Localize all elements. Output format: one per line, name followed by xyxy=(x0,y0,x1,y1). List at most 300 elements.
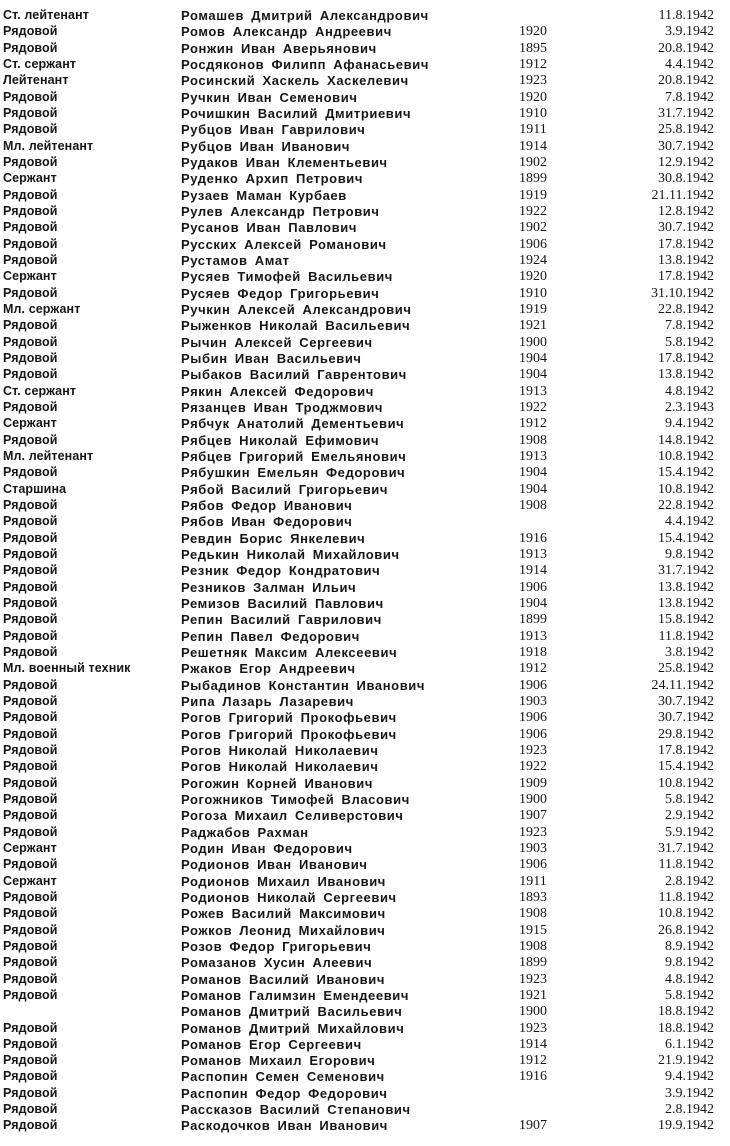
date-cell: 2.9.1942 xyxy=(665,808,714,824)
rank-cell: Рядовой xyxy=(3,1069,58,1084)
list-row xyxy=(0,334,730,351)
date-cell: 18.8.1942 xyxy=(658,1020,714,1036)
date-cell: 9.4.1942 xyxy=(665,1069,714,1085)
full-name-cell: Рогов Николай Николаевич xyxy=(181,742,379,758)
birth-year-cell: 1916 xyxy=(519,1069,547,1085)
birth-year-cell: 1895 xyxy=(519,40,547,56)
rank-cell: Рядовой xyxy=(3,889,58,904)
birth-year-cell: 1923 xyxy=(519,742,547,758)
date-cell: 24.11.1942 xyxy=(651,677,714,693)
date-cell: 20.8.1942 xyxy=(658,40,714,56)
rank-cell: Рядовой xyxy=(3,399,58,414)
list-row xyxy=(0,366,730,383)
full-name-cell: Распопин Семен Семенович xyxy=(181,1069,385,1085)
list-row xyxy=(0,7,730,24)
birth-year-cell: 1908 xyxy=(519,938,547,954)
birth-year-cell: 1906 xyxy=(519,726,547,742)
list-row xyxy=(0,170,730,187)
full-name-cell: Раскодочков Иван Иванович xyxy=(181,1118,388,1134)
full-name-cell: Рябой Василий Григорьевич xyxy=(181,481,389,497)
birth-year-cell: 1911 xyxy=(519,122,547,138)
rank-cell: Рядовой xyxy=(3,465,58,480)
rank-cell: Рядовой xyxy=(3,220,58,235)
list-row xyxy=(0,562,730,579)
list-row xyxy=(0,415,730,432)
full-name-cell: Рустамов Амат xyxy=(181,252,290,268)
full-name-cell: Родионов Николай Сергеевич xyxy=(181,889,397,905)
full-name-cell: Романов Галимзин Емендеевич xyxy=(181,987,410,1003)
birth-year-cell: 1908 xyxy=(519,906,547,922)
list-row xyxy=(0,954,730,971)
full-name-cell: Рыбаков Василий Гаврентович xyxy=(181,367,407,383)
list-row xyxy=(0,726,730,743)
list-row xyxy=(0,89,730,106)
birth-year-cell: 1904 xyxy=(519,595,547,611)
full-name-cell: Рябцев Николай Ефимович xyxy=(181,432,380,448)
birth-year-cell: 1922 xyxy=(519,759,547,775)
list-row xyxy=(0,775,730,792)
date-cell: 15.4.1942 xyxy=(658,530,714,546)
birth-year-cell: 1906 xyxy=(519,236,547,252)
birth-year-cell: 1912 xyxy=(519,1053,547,1069)
birth-year-cell: 1913 xyxy=(519,546,547,562)
full-name-cell: Раджабов Рахман xyxy=(181,824,309,840)
full-name-cell: Росдяконов Филипп Афанасьевич xyxy=(181,57,429,72)
birth-year-cell: 1914 xyxy=(519,1036,547,1052)
full-name-cell: Рыбадинов Константин Иванович xyxy=(181,677,426,693)
rank-cell: Рядовой xyxy=(3,367,58,382)
full-name-cell: Репин Павел Федорович xyxy=(181,628,360,644)
rank-cell: Рядовой xyxy=(3,252,58,267)
date-cell: 9.8.1942 xyxy=(665,546,714,562)
list-row xyxy=(0,660,730,677)
date-cell: 4.4.1942 xyxy=(665,57,714,72)
list-row xyxy=(0,922,730,939)
full-name-cell: Романов Егор Сергеевич xyxy=(181,1036,362,1052)
date-cell: 5.9.1942 xyxy=(665,824,714,840)
date-cell: 4.4.1942 xyxy=(665,514,714,530)
full-name-cell: Рогов Григорий Прокофьевич xyxy=(181,726,397,742)
rank-cell: Рядовой xyxy=(3,628,58,643)
date-cell: 7.8.1942 xyxy=(665,318,714,334)
full-name-cell: Ромашев Дмитрий Александрович xyxy=(181,8,429,23)
full-name-cell: Рубцов Иван Иванович xyxy=(181,138,351,154)
birth-year-cell: 1899 xyxy=(519,955,547,971)
rank-cell: Ст. сержант xyxy=(3,383,77,398)
date-cell: 26.8.1942 xyxy=(658,922,714,938)
full-name-cell: Ромазанов Хусин Алеевич xyxy=(181,955,373,971)
full-name-cell: Рожков Леонид Михайлович xyxy=(181,922,386,938)
list-row xyxy=(0,758,730,775)
date-cell: 8.9.1942 xyxy=(665,938,714,954)
list-row xyxy=(0,350,730,367)
full-name-cell: Ремизов Василий Павлович xyxy=(181,595,384,611)
rank-cell: Рядовой xyxy=(3,808,58,823)
date-cell: 3.8.1942 xyxy=(665,644,714,660)
date-cell: 10.8.1942 xyxy=(658,906,714,922)
date-cell: 9.4.1942 xyxy=(665,416,714,432)
full-name-cell: Рузаев Маман Курбаев xyxy=(181,187,347,203)
list-row xyxy=(0,1117,730,1134)
full-name-cell: Родионов Иван Иванович xyxy=(181,857,368,873)
list-row xyxy=(0,546,730,563)
date-cell: 7.8.1942 xyxy=(665,89,714,105)
list-row xyxy=(0,611,730,628)
list-row xyxy=(0,138,730,155)
date-cell: 30.8.1942 xyxy=(658,171,714,187)
birth-year-cell: 1906 xyxy=(519,579,547,595)
date-cell: 22.8.1942 xyxy=(658,497,714,513)
rank-cell: Рядовой xyxy=(3,122,58,137)
birth-year-cell: 1916 xyxy=(519,530,547,546)
full-name-cell: Романов Михаил Егорович xyxy=(181,1053,376,1069)
full-name-cell: Рудаков Иван Клементьевич xyxy=(181,155,388,170)
list-row xyxy=(0,1085,730,1102)
list-row xyxy=(0,628,730,645)
rank-cell: Рядовой xyxy=(3,89,58,104)
rank-cell: Рядовой xyxy=(3,971,58,986)
date-cell: 3.9.1942 xyxy=(665,24,714,40)
list-row xyxy=(0,873,730,890)
list-row xyxy=(0,905,730,922)
date-cell: 10.8.1942 xyxy=(658,481,714,497)
birth-year-cell: 1906 xyxy=(519,710,547,726)
birth-year-cell: 1913 xyxy=(519,448,547,464)
full-name-cell: Резник Федор Кондратович xyxy=(181,563,381,579)
full-name-cell: Русяев Тимофей Васильевич xyxy=(181,269,393,285)
date-cell: 15.8.1942 xyxy=(658,612,714,628)
date-cell: 17.8.1942 xyxy=(658,236,714,252)
date-cell: 25.8.1942 xyxy=(658,661,714,677)
date-cell: 31.10.1942 xyxy=(651,285,714,301)
birth-year-cell: 1903 xyxy=(519,840,547,856)
rank-cell: Рядовой xyxy=(3,857,58,872)
full-name-cell: Рязанцев Иван Троджмович xyxy=(181,399,384,415)
rank-cell: Мл. лейтенант xyxy=(3,448,94,463)
list-row xyxy=(0,23,730,40)
date-cell: 31.7.1942 xyxy=(658,106,714,121)
date-cell: 15.4.1942 xyxy=(658,759,714,775)
list-row xyxy=(0,693,730,710)
full-name-cell: Рипа Лазарь Лазаревич xyxy=(181,693,354,709)
rank-cell: Рядовой xyxy=(3,563,58,578)
birth-year-cell: 1904 xyxy=(519,481,547,497)
birth-year-cell: 1923 xyxy=(519,824,547,840)
full-name-cell: Ржаков Егор Андреевич xyxy=(181,661,356,677)
date-cell: 12.8.1942 xyxy=(658,204,714,219)
date-cell: 17.8.1942 xyxy=(658,742,714,758)
list-row xyxy=(0,595,730,612)
list-row xyxy=(0,317,730,334)
date-cell: 3.9.1942 xyxy=(665,1085,714,1101)
birth-year-cell: 1904 xyxy=(519,350,547,366)
rank-cell: Рядовой xyxy=(3,546,58,561)
birth-year-cell: 1915 xyxy=(519,922,547,938)
list-row xyxy=(0,236,730,253)
full-name-cell: Рябов Иван Федорович xyxy=(181,514,353,530)
birth-year-cell: 1923 xyxy=(519,73,547,89)
date-cell: 5.8.1942 xyxy=(665,987,714,1003)
list-row xyxy=(0,448,730,465)
birth-year-cell: 1902 xyxy=(519,220,547,236)
full-name-cell: Русяев Федор Григорьевич xyxy=(181,285,380,301)
birth-year-cell: 1920 xyxy=(519,89,547,105)
rank-cell: Рядовой xyxy=(3,775,58,790)
list-row xyxy=(0,1020,730,1037)
full-name-cell: Романов Дмитрий Васильевич xyxy=(181,1004,403,1020)
rank-cell: Рядовой xyxy=(3,514,58,529)
date-cell: 31.7.1942 xyxy=(658,563,714,579)
date-cell: 19.9.1942 xyxy=(658,1118,714,1134)
rank-cell: Сержант xyxy=(3,269,57,284)
date-cell: 21.9.1942 xyxy=(658,1053,714,1069)
list-row xyxy=(0,56,730,73)
list-row xyxy=(0,285,730,302)
rank-cell: Рядовой xyxy=(3,318,58,333)
birth-year-cell: 1921 xyxy=(519,318,547,334)
birth-year-cell: 1912 xyxy=(519,57,547,72)
full-name-cell: Романов Дмитрий Михайлович xyxy=(181,1020,405,1036)
list-row xyxy=(0,1036,730,1053)
rank-cell: Старшина xyxy=(3,481,67,496)
rank-cell: Рядовой xyxy=(3,710,58,725)
list-row xyxy=(0,677,730,694)
birth-year-cell: 1910 xyxy=(519,106,547,121)
birth-year-cell: 1899 xyxy=(519,612,547,628)
list-row xyxy=(0,579,730,596)
rank-cell: Рядовой xyxy=(3,497,58,512)
birth-year-cell: 1904 xyxy=(519,367,547,383)
rank-cell: Мл. лейтенант xyxy=(3,138,94,153)
birth-year-cell: 1910 xyxy=(519,285,547,301)
rank-cell: Рядовой xyxy=(3,236,58,251)
rank-cell: Рядовой xyxy=(3,204,58,218)
date-cell: 4.8.1942 xyxy=(665,971,714,987)
full-name-cell: Родионов Михаил Иванович xyxy=(181,873,386,889)
date-cell: 22.8.1942 xyxy=(658,301,714,317)
birth-year-cell: 1906 xyxy=(519,677,547,693)
full-name-cell: Русанов Иван Павлович xyxy=(181,220,358,236)
date-cell: 2.8.1942 xyxy=(665,1102,714,1118)
rank-cell: Рядовой xyxy=(3,759,58,774)
full-name-cell: Распопин Федор Федорович xyxy=(181,1085,388,1101)
rank-cell: Рядовой xyxy=(3,742,58,757)
rank-cell: Сержант xyxy=(3,171,57,186)
rank-cell: Рядовой xyxy=(3,726,58,741)
full-name-cell: Рогоза Михаил Селиверстович xyxy=(181,808,404,824)
birth-year-cell: 1912 xyxy=(519,416,547,432)
rank-cell: Рядовой xyxy=(3,1020,58,1035)
date-cell: 25.8.1942 xyxy=(658,122,714,138)
list-row xyxy=(0,481,730,498)
full-name-cell: Рогов Николай Николаевич xyxy=(181,759,379,775)
list-row xyxy=(0,252,730,269)
full-name-cell: Росинский Хаскель Хаскелевич xyxy=(181,73,409,89)
birth-year-cell: 1923 xyxy=(519,1020,547,1036)
rank-cell: Рядовой xyxy=(3,644,58,659)
birth-year-cell: 1913 xyxy=(519,628,547,644)
birth-year-cell: 1920 xyxy=(519,269,547,285)
rank-cell: Рядовой xyxy=(3,938,58,953)
list-row xyxy=(0,432,730,449)
full-name-cell: Рякин Алексей Федорович xyxy=(181,383,374,399)
rank-cell: Рядовой xyxy=(3,432,58,447)
list-row xyxy=(0,105,730,122)
date-cell: 2.8.1942 xyxy=(665,873,714,889)
rank-cell: Рядовой xyxy=(3,1102,58,1117)
list-row xyxy=(0,464,730,481)
full-name-cell: Рогожников Тимофей Власович xyxy=(181,791,410,807)
date-cell: 20.8.1942 xyxy=(658,73,714,89)
list-row xyxy=(0,709,730,726)
birth-year-cell: 1914 xyxy=(519,138,547,154)
rank-cell: Рядовой xyxy=(3,40,58,55)
list-row xyxy=(0,824,730,841)
date-cell: 13.8.1942 xyxy=(658,579,714,595)
rank-cell: Рядовой xyxy=(3,693,58,708)
full-name-cell: Романов Василий Иванович xyxy=(181,971,385,987)
list-row xyxy=(0,40,730,57)
birth-year-cell: 1911 xyxy=(519,873,547,889)
full-name-cell: Ревдин Борис Янкелевич xyxy=(181,530,366,546)
date-cell: 5.8.1942 xyxy=(665,334,714,350)
date-cell: 18.8.1942 xyxy=(658,1004,714,1020)
rank-cell: Сержант xyxy=(3,873,57,888)
rank-cell: Рядовой xyxy=(3,334,58,349)
full-name-cell: Рассказов Василий Степанович xyxy=(181,1102,411,1118)
date-cell: 13.8.1942 xyxy=(658,367,714,383)
list-row xyxy=(0,791,730,808)
rank-cell: Ст. сержант xyxy=(3,57,77,71)
birth-year-cell: 1921 xyxy=(519,987,547,1003)
full-name-cell: Рыженков Николай Васильевич xyxy=(181,318,411,334)
rank-cell: Рядовой xyxy=(3,595,58,610)
full-name-cell: Родин Иван Федорович xyxy=(181,840,353,856)
list-row xyxy=(0,513,730,530)
rank-cell: Рядовой xyxy=(3,24,58,39)
date-cell: 10.8.1942 xyxy=(658,448,714,464)
rank-cell: Рядовой xyxy=(3,350,58,365)
rank-cell: Лейтенант xyxy=(3,73,69,88)
full-name-cell: Решетняк Максим Алексеевич xyxy=(181,644,398,660)
birth-year-cell: 1914 xyxy=(519,563,547,579)
full-name-cell: Рожев Василий Максимович xyxy=(181,906,386,922)
rank-cell: Рядовой xyxy=(3,1036,58,1051)
rank-cell: Рядовой xyxy=(3,530,58,545)
rank-cell: Сержант xyxy=(3,416,57,431)
full-name-cell: Резников Залман Ильич xyxy=(181,579,357,595)
list-row xyxy=(0,938,730,955)
date-cell: 15.4.1942 xyxy=(658,465,714,481)
list-row xyxy=(0,399,730,416)
full-name-cell: Руденко Архип Петрович xyxy=(181,171,364,187)
birth-year-cell: 1906 xyxy=(519,857,547,873)
full-name-cell: Рогов Григорий Прокофьевич xyxy=(181,710,397,726)
rank-cell: Рядовой xyxy=(3,1118,58,1133)
list-row xyxy=(0,889,730,906)
full-name-cell: Рочишкин Василий Дмитриевич xyxy=(181,106,412,121)
date-cell: 30.7.1942 xyxy=(658,220,714,236)
full-name-cell: Ручкин Алексей Александрович xyxy=(181,301,412,317)
date-cell: 11.8.1942 xyxy=(658,628,714,644)
list-row xyxy=(0,856,730,873)
birth-year-cell: 1893 xyxy=(519,889,547,905)
birth-year-cell: 1912 xyxy=(519,661,547,677)
birth-year-cell: 1919 xyxy=(519,301,547,317)
full-name-cell: Розов Федор Григорьевич xyxy=(181,938,372,954)
date-cell: 2.3.1943 xyxy=(665,399,714,415)
list-row xyxy=(0,530,730,547)
full-name-cell: Ронжин Иван Аверьянович xyxy=(181,40,377,56)
full-name-cell: Рулев Александр Петрович xyxy=(181,204,380,219)
birth-year-cell: 1908 xyxy=(519,497,547,513)
rank-cell: Рядовой xyxy=(3,824,58,839)
date-cell: 13.8.1942 xyxy=(658,595,714,611)
date-cell: 14.8.1942 xyxy=(658,432,714,448)
list-row xyxy=(0,301,730,318)
date-cell: 11.8.1942 xyxy=(658,857,714,873)
full-name-cell: Русских Алексей Романович xyxy=(181,236,387,252)
full-name-cell: Репин Василий Гаврилович xyxy=(181,612,382,628)
rank-cell: Рядовой xyxy=(3,906,58,921)
birth-year-cell: 1923 xyxy=(519,971,547,987)
list-row xyxy=(0,154,730,171)
rank-cell: Рядовой xyxy=(3,579,58,594)
birth-year-cell: 1924 xyxy=(519,252,547,268)
birth-year-cell: 1920 xyxy=(519,24,547,40)
list-row xyxy=(0,644,730,661)
list-row xyxy=(0,1003,730,1020)
date-cell: 6.1.1942 xyxy=(665,1036,714,1052)
full-name-cell: Рогожин Корней Иванович xyxy=(181,775,373,791)
date-cell: 13.8.1942 xyxy=(658,252,714,268)
birth-year-cell: 1907 xyxy=(519,808,547,824)
rank-cell: Сержант xyxy=(3,840,57,855)
rank-cell: Рядовой xyxy=(3,612,58,627)
birth-year-cell: 1922 xyxy=(519,399,547,415)
list-row xyxy=(0,840,730,857)
list-row xyxy=(0,1068,730,1085)
rank-cell: Рядовой xyxy=(3,1053,58,1068)
birth-year-cell: 1900 xyxy=(519,791,547,807)
birth-year-cell: 1900 xyxy=(519,1004,547,1020)
list-row xyxy=(0,72,730,89)
list-row xyxy=(0,219,730,236)
list-row xyxy=(0,203,730,220)
rank-cell: Рядовой xyxy=(3,955,58,970)
birth-year-cell: 1913 xyxy=(519,383,547,399)
full-name-cell: Редькин Николай Михайлович xyxy=(181,546,400,562)
birth-year-cell: 1900 xyxy=(519,334,547,350)
birth-year-cell: 1919 xyxy=(519,187,547,203)
rank-cell: Мл. военный техник xyxy=(3,661,131,676)
date-cell: 11.8.1942 xyxy=(658,8,714,23)
date-cell: 29.8.1942 xyxy=(658,726,714,742)
date-cell: 17.8.1942 xyxy=(658,269,714,285)
date-cell: 12.9.1942 xyxy=(658,155,714,170)
rank-cell: Рядовой xyxy=(3,677,58,692)
date-cell: 30.7.1942 xyxy=(658,693,714,709)
full-name-cell: Ручкин Иван Семенович xyxy=(181,89,358,105)
rank-cell: Рядовой xyxy=(3,106,58,120)
list-row xyxy=(0,971,730,988)
rank-cell: Мл. сержант xyxy=(3,301,81,316)
full-name-cell: Рыбин Иван Васильевич xyxy=(181,350,362,366)
date-cell: 17.8.1942 xyxy=(658,350,714,366)
full-name-cell: Рябов Федор Иванович xyxy=(181,497,353,513)
list-row xyxy=(0,187,730,204)
date-cell: 31.7.1942 xyxy=(658,840,714,856)
